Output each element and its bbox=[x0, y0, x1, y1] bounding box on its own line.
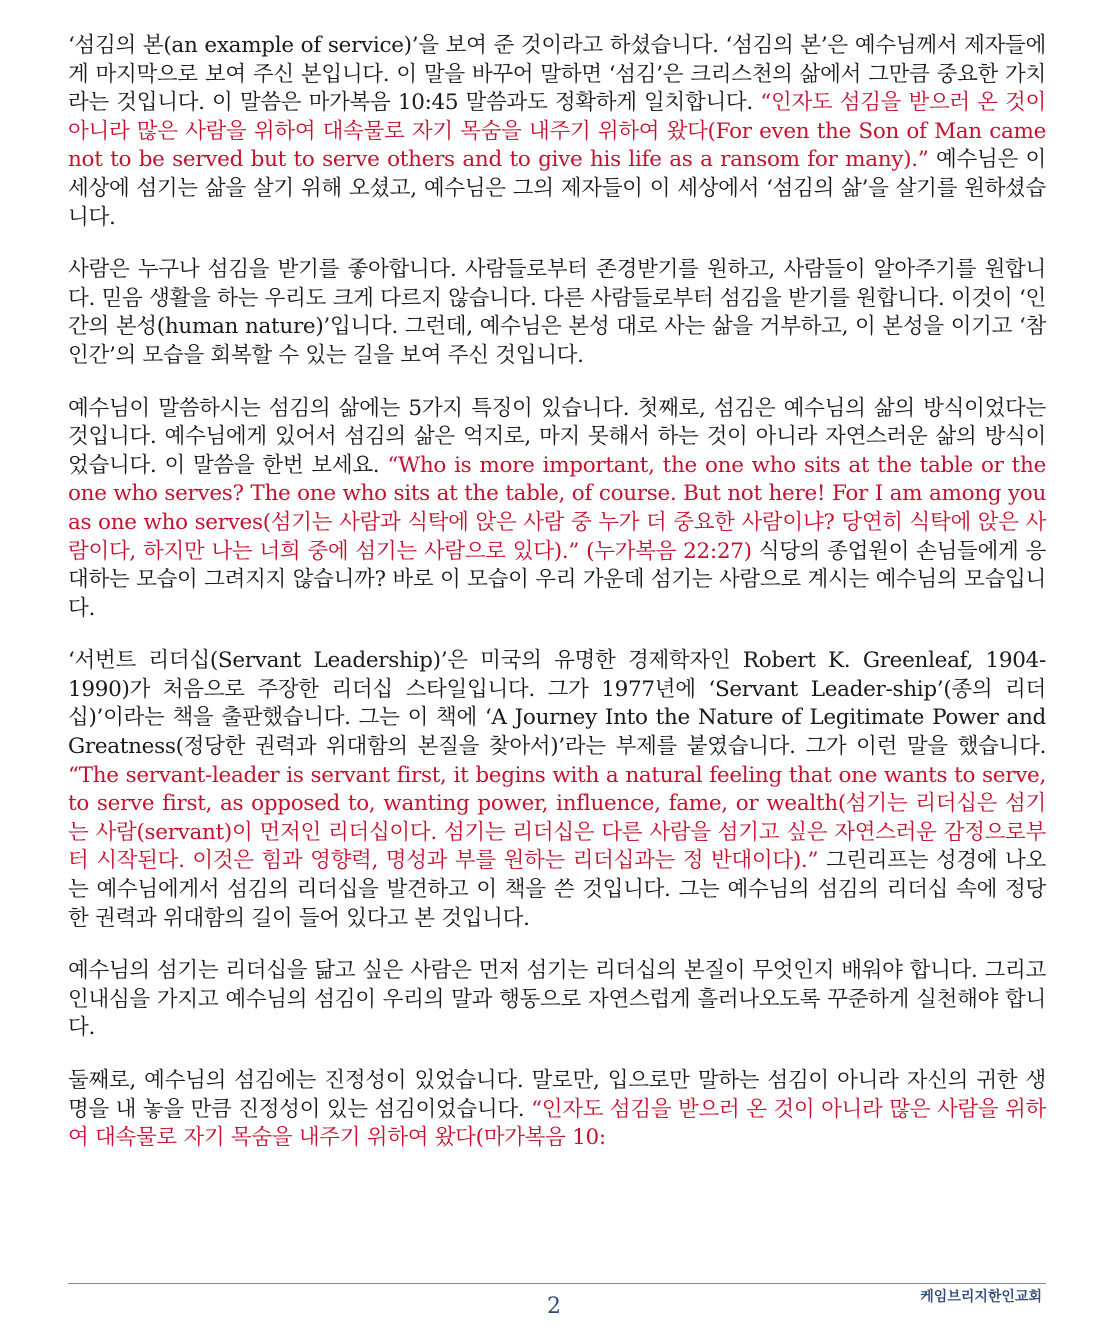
paragraph-6 bbox=[68, 1067, 1046, 1153]
paragraph-3-quote: “Who is more important, the one who sits at the table or the one who serves? The one who sits at the table, of course. But not here! For I am among you as one who serves(섬기는 사람과 식탁에 앉은 사람 중 누가 더 중요한 사람이냐? 당연히 식탁에 앉은 사람이다, 하지만 나는 너희 중에 섬기는 사람으로 있다).” (누가복음 22:27) bbox=[68, 452, 1046, 564]
paragraph-4-text-2: 그린리프는 성경에 나오는 예수님에게서 섬김의 리더십을 발견하고 이 책을 쓴 것입니다. 그는 예수님의 섬김의 리더십 속에 정당한 권력과 위대함의 길이 들어 있다고 본 것입니다. bbox=[68, 848, 1046, 931]
paragraph-1-text-2: 예수님은 이 세상에 섬기는 삶을 살기 위해 오셨고, 예수님은 그의 제자들이 이 세상에서 ‘섬김의 삶’을 살기를 원하셨습니다. bbox=[68, 147, 1046, 230]
page-number: 2 bbox=[547, 1294, 561, 1319]
paragraph-2-text-1: 사람은 누구나 섬김을 받기를 좋아합니다. 사람들로부터 존경받기를 원하고, 사람들이 알아주기를 원합니다. 믿음 생활을 하는 우리도 크게 다르지 않습니다. 다른 사람들로부터 섬김을 받기를 원합니다. 이것이 ‘인간의 본성(human nature)’입니다. 그런데, 예수님은 본성 대로 사는 삶을 거부하고, 이 본성을 이기고 ‘참 인간’의 모습을 회복할 수 있는 길을 보여 주신 것입니다. bbox=[68, 257, 1046, 368]
paragraph-6-quote: “인자도 섬김을 받으러 온 것이 아니라 많은 사람을 위하여 대속물로 자기 목숨을 내주기 위하여 왔다(마가복음 10: bbox=[68, 1096, 1046, 1151]
paragraph-1-quote: “인자도 섬김을 받으러 온 것이 아니라 많은 사람을 위하여 대속물로 자기 목숨을 내주기 위하여 왔다(For even the Son of Man came not to be served but to serve others and to give his life as a ransom for many).” bbox=[68, 90, 1046, 173]
paragraph-3-text-1: 예수님이 말씀하시는 섬김의 삶에는 5가지 특징이 있습니다. 첫째로, 섬김은 예수님의 삶의 방식이었다는 것입니다. 예수님에게 있어서 섬김의 삶은 억지로, 마지 못해서 하는 것이 아니라 자연스러운 삶의 방식이었습니다. 이 말씀을 한번 보세요. bbox=[68, 395, 1046, 478]
paragraph-4-text-1: ‘서번트 리더십(Servant Leadership)’은 미국의 유명한 경제학자인 Robert K. Greenleaf, 1904-1990)가 처음으로 주장한 리더십 스타일입니다. 그가 1977년에 ‘Servant Leader-ship’(종의 리더십)’이라는 책을 출판했습니다. 그는 이 책에 ‘A Journey Into the Nature of Legitimate Power and Greatness(정당한 권력과 위대함의 본질을 찾아서)’라는 부제를 붙였습니다. 그가 이런 말을 했습니다. bbox=[68, 648, 1046, 760]
church-name: 케임브리지한인교회 bbox=[920, 1289, 1042, 1305]
paragraph-6-text-1: 둘째로, 예수님의 섬김에는 진정성이 있었습니다. 말로만, 입으로만 말하는 섬김이 아니라 자신의 귀한 생명을 내 놓을 만큼 진정성이 있는 섬김이었습니다. bbox=[68, 1068, 1046, 1122]
paragraph-5 bbox=[68, 957, 1046, 1043]
paragraph-3 bbox=[68, 395, 1046, 624]
paragraph-4 bbox=[68, 647, 1046, 933]
paragraph-1-text-1: ‘섬김의 본(an example of service)’을 보여 준 것이라고 하셨습니다. ‘섬김의 본’은 예수님께서 제자들에게 마지막으로 보여 주신 본입니다. 이 말을 바꾸어 말하면 ‘섬김’은 크리스천의 삶에서 그만큼 중요한 가치라는 것입니다. 이 말씀은 마가복음 10:45 말씀과도 정확하게 일치합니다. bbox=[68, 33, 1046, 116]
footer-divider bbox=[68, 1283, 1046, 1284]
paragraph-5-text-1: 예수님의 섬기는 리더십을 닮고 싶은 사람은 먼저 섬기는 리더십의 본질이 무엇인지 배워야 합니다. 그리고 인내심을 가지고 예수님의 섬김이 우리의 말과 행동으로 자연스럽게 흘러나오도록 꾸준하게 실천해야 합니다. bbox=[68, 958, 1046, 1041]
document-body bbox=[68, 32, 1046, 1177]
paragraph-2 bbox=[68, 256, 1046, 370]
paragraph-4-quote: “The servant-leader is servant first, it begins with a natural feeling that one wants to serve, to serve first, as opposed to, wanting power, influence, fame, or wealth(섬기는 리더십은 섬기는 사람(servant)이 먼저인 리더십이다. 섬기는 리더십은 다른 사람을 섬기고 싶은 자연스러운 감정으로부터 시작된다. 이것은 힘과 영향력, 명성과 부를 원하는 리더십과는 정 반대이다).” bbox=[68, 762, 1046, 874]
paragraph-1 bbox=[68, 32, 1046, 232]
paragraph-3-text-2: 식당의 종업원이 손님들에게 응대하는 모습이 그려지지 않습니까? 바로 이 모습이 우리 가운데 섬기는 사람으로 계시는 예수님의 모습입니다. bbox=[68, 538, 1046, 621]
